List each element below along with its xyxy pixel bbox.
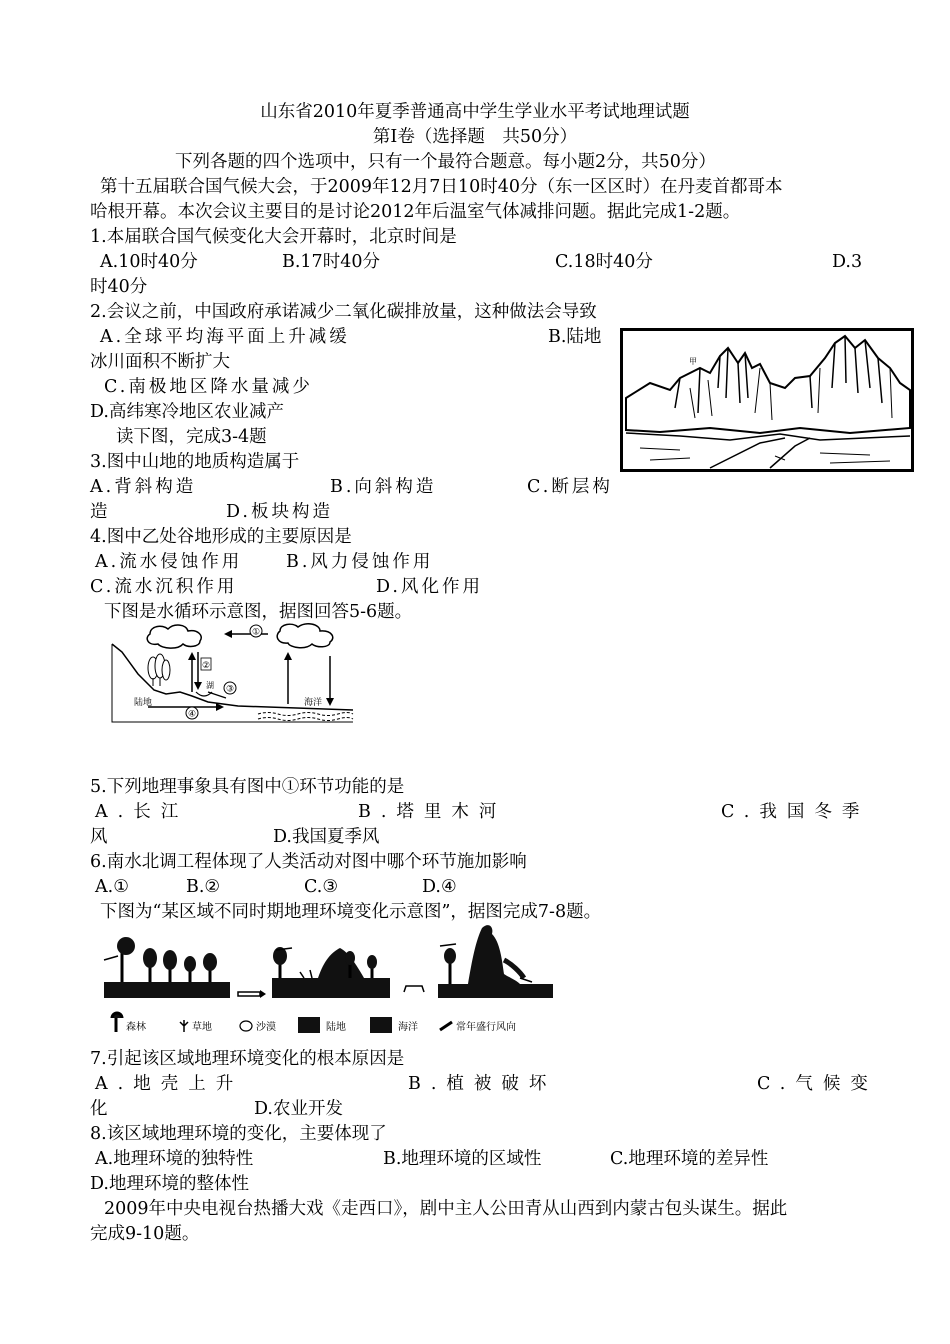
q2-option-b-cont: 冰川面积不断扩大 <box>90 352 230 372</box>
q3-option-d: D.板块构造 <box>226 502 333 522</box>
question-1-stem: 1.本届联合国气候变化大会开幕时，北京时间是 <box>90 227 457 247</box>
q8-option-b: B.地理环境的区域性 <box>383 1149 542 1169</box>
q2-option-c: C.南极地区降水量减少 <box>104 377 313 397</box>
read-instruction-1: 读下图，完成3-4题 <box>116 427 267 447</box>
intro-2-line-2: 完成9-10题。 <box>90 1224 200 1244</box>
intro-line-2: 哈根开幕。本次会议主要目的是讨论2012年后温室气体减排问题。据此完成1-2题。 <box>90 202 741 222</box>
q6-option-a: A.① <box>95 877 129 897</box>
q7-option-c-cont: 化 <box>90 1099 108 1119</box>
q4-option-d: D.风化作用 <box>376 577 483 597</box>
q1-option-a: A.10时40分 <box>100 252 198 272</box>
q5-option-c-cont: 风 <box>90 827 108 847</box>
legend-land: 陆地 <box>326 1022 346 1033</box>
q6-option-b: B.② <box>186 877 221 897</box>
q6-option-d: D.④ <box>422 877 457 897</box>
question-5-stem: 5.下列地理事象具有图中①环节功能的是 <box>90 777 405 797</box>
q2-option-d: D.高纬寒冷地区农业减产 <box>90 402 284 422</box>
q3-option-c-cont: 造 <box>90 502 108 522</box>
question-8-stem: 8.该区域地理环境的变化，主要体现了 <box>90 1124 387 1144</box>
environment-change-figure <box>100 920 560 1042</box>
water-label-2: ② <box>201 661 211 671</box>
q1-option-b: B.17时40分 <box>282 252 380 272</box>
land-label: 陆地 <box>134 698 153 708</box>
q1-option-c: C.18时40分 <box>555 252 653 272</box>
q2-option-b: B.陆地 <box>548 327 602 347</box>
q4-option-a: A.流水侵蚀作用 <box>95 552 243 572</box>
question-6-stem: 6.南水北调工程体现了人类活动对图中哪个环节施加影响 <box>90 852 527 872</box>
q5-option-d: D.我国夏季风 <box>273 827 380 847</box>
read-instruction-3: 下图为“某区域不同时期地理环境变化示意图”，据图完成7-8题。 <box>100 902 602 922</box>
q5-option-a: A.长江 <box>95 802 189 822</box>
q1-option-d-cont: 时40分 <box>90 277 148 297</box>
q2-option-a: A.全球平均海平面上升减缓 <box>100 327 350 347</box>
water-cycle-figure <box>108 622 358 728</box>
q4-option-c: C.流水沉积作用 <box>90 577 238 597</box>
page-title: 山东省2010年夏季普通高中学生学业水平考试地理试题 <box>260 102 690 122</box>
q5-option-b: B.塔里木河 <box>358 802 507 822</box>
legend-desert: 沙漠 <box>256 1022 276 1033</box>
q7-option-d: D.农业开发 <box>254 1099 343 1119</box>
legend-forest: 森林 <box>126 1022 146 1033</box>
instruction: 下列各题的四个选项中，只有一个最符合题意。每小题2分，共50分） <box>175 152 716 172</box>
q6-option-c: C.③ <box>304 877 339 897</box>
q4-option-b: B.风力侵蚀作用 <box>286 552 434 572</box>
lake-label: 湖 <box>206 681 214 690</box>
legend-ocean: 海洋 <box>398 1022 418 1033</box>
q1-option-d: D.3 <box>832 252 863 272</box>
water-label-4: ④ <box>187 709 197 720</box>
question-4-stem: 4.图中乙处谷地形成的主要原因是 <box>90 527 352 547</box>
q3-option-c: C.断层构 <box>527 477 613 497</box>
question-3-stem: 3.图中山地的地质构造属于 <box>90 452 300 472</box>
intro-2-line-1: 2009年中央电视台热播大戏《走西口》，剧中主人公田青从山西到内蒙古包头谋生。据此 <box>104 1199 788 1219</box>
legend-wind: 常年盛行风向 <box>456 1022 516 1033</box>
water-label-3: ③ <box>225 684 235 695</box>
ocean-label: 海洋 <box>304 698 323 708</box>
question-2-stem: 2.会议之前，中国政府承诺减少二氧化碳排放量，这种做法会导致 <box>90 302 597 322</box>
section-heading: 第Ⅰ卷（选择题 共50分） <box>372 127 578 147</box>
question-7-stem: 7.引起该区域地理环境变化的根本原因是 <box>90 1049 405 1069</box>
q8-option-c: C.地理环境的差异性 <box>610 1149 769 1169</box>
water-label-1: ① <box>251 627 261 638</box>
q5-option-c: C.我国冬季 <box>721 802 870 822</box>
svg-text:甲: 甲 <box>689 357 697 366</box>
read-instruction-2: 下图是水循环示意图，据图回答5-6题。 <box>104 602 413 622</box>
q7-option-a: A.地壳上升 <box>95 1074 244 1094</box>
mountain-figure <box>620 328 914 472</box>
q7-option-c: C.气候变 <box>757 1074 878 1094</box>
legend-grassland: 草地 <box>192 1022 212 1033</box>
q8-option-d: D.地理环境的整体性 <box>90 1174 249 1194</box>
intro-line-1: 第十五届联合国气候大会，于2009年12月7日10时40分（东一区区时）在丹麦首都哥本 <box>100 177 783 197</box>
q3-option-a: A.背斜构造 <box>90 477 197 497</box>
q7-option-b: B.植被破坏 <box>408 1074 557 1094</box>
q8-option-a: A.地理环境的独特性 <box>95 1149 254 1169</box>
q3-option-b: B.向斜构造 <box>330 477 437 497</box>
